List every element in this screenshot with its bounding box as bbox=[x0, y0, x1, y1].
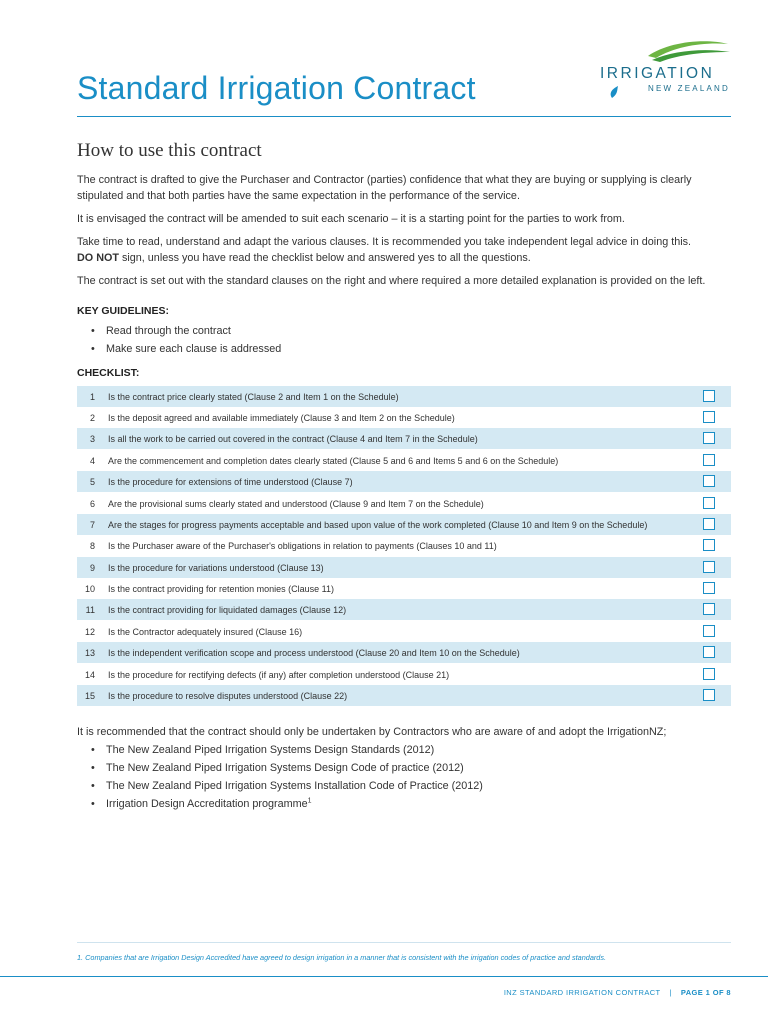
footer-separator: | bbox=[669, 988, 672, 997]
section-subtitle: How to use this contract bbox=[77, 140, 262, 161]
list-item: • Read through the contract bbox=[77, 322, 281, 340]
standards-list bbox=[77, 741, 483, 813]
list-item: • The New Zealand Piped Irrigation Systems Installation Code of Practice (2012) bbox=[77, 777, 483, 795]
checklist-row-11 bbox=[77, 599, 731, 620]
checklist-question: Is the contract providing for liquidated damages (Clause 12) bbox=[108, 604, 347, 615]
checklist-row-10 bbox=[77, 578, 731, 599]
list-item bbox=[77, 795, 483, 813]
checklist-number: 7 bbox=[89, 519, 95, 530]
list-item-text: Irrigation Design Accreditation programme bbox=[106, 798, 308, 810]
footnote-reference[interactable]: 1 bbox=[307, 797, 312, 805]
sign-warning-text: sign, unless you have read the checklist below and answered yes to all the questions. bbox=[119, 252, 531, 264]
checklist-number: 2 bbox=[89, 412, 95, 423]
footnote: 1. Companies that are Irrigation Design Accredited have agreed to design irrigation in a manner that is consistent with the irrigation codes of practice and standards. bbox=[77, 953, 607, 962]
checklist-row-7 bbox=[77, 514, 731, 535]
header-divider bbox=[77, 116, 731, 117]
checklist-checkbox[interactable] bbox=[703, 689, 715, 701]
checklist-checkbox[interactable] bbox=[703, 603, 715, 615]
checklist-number: 14 bbox=[84, 669, 95, 680]
checklist-checkbox[interactable] bbox=[703, 454, 715, 466]
intro-paragraph-4: The contract is set out with the standard clauses on the right and where required a more detailed explanation is provided on the left. bbox=[77, 275, 706, 287]
checklist-question: Is the contract price clearly stated (Clause 2 and Item 1 on the Schedule) bbox=[108, 391, 399, 402]
list-item: • The New Zealand Piped Irrigation Systems Design Code of practice (2012) bbox=[77, 759, 483, 777]
checklist-number: 6 bbox=[89, 498, 95, 509]
checklist-question: Is all the work to be carried out covered in the contract (Clause 4 and Item 7 in the Schedule) bbox=[108, 433, 478, 444]
checklist-checkbox[interactable] bbox=[703, 390, 715, 402]
checklist-number: 4 bbox=[89, 455, 95, 466]
checklist-checkbox[interactable] bbox=[703, 432, 715, 444]
checklist-number: 13 bbox=[84, 647, 95, 658]
checklist-question: Is the Contractor adequately insured (Clause 16) bbox=[108, 626, 303, 637]
checklist-question: Is the procedure to resolve disputes understood (Clause 22) bbox=[108, 690, 348, 701]
checklist-row-2 bbox=[77, 407, 731, 428]
footer-divider bbox=[0, 976, 768, 977]
page-title: Standard Irrigation Contract bbox=[77, 70, 476, 106]
checklist-row-13 bbox=[77, 642, 731, 663]
checklist-number: 5 bbox=[89, 476, 95, 487]
checklist-row-3 bbox=[77, 428, 731, 449]
checklist-row-1 bbox=[77, 386, 731, 407]
checklist-row-8 bbox=[77, 535, 731, 556]
checklist-row-9 bbox=[77, 557, 731, 578]
checklist-checkbox[interactable] bbox=[703, 646, 715, 658]
checklist-question: Are the commencement and completion dates clearly stated (Clause 5 and 6 and Items 5 and 6 on the Schedule) bbox=[108, 455, 559, 466]
checklist-row-15 bbox=[77, 685, 731, 706]
checklist-checkbox[interactable] bbox=[703, 539, 715, 551]
logo-wordmark: IRRIGATION bbox=[600, 65, 715, 82]
key-guidelines-list bbox=[77, 322, 281, 358]
list-item: • Make sure each clause is addressed bbox=[77, 340, 281, 358]
checklist-checkbox[interactable] bbox=[703, 497, 715, 509]
checklist-number: 3 bbox=[89, 433, 95, 444]
footnote-divider bbox=[77, 942, 731, 943]
recommendation-paragraph: It is recommended that the contract should only be undertaken by Contractors who are aware of and adopt the IrrigationNZ; bbox=[77, 726, 667, 738]
list-item: • The New Zealand Piped Irrigation Systems Design Standards (2012) bbox=[77, 741, 483, 759]
checklist-row-4 bbox=[77, 450, 731, 471]
checklist-number: 8 bbox=[89, 540, 95, 551]
checklist-question: Is the deposit agreed and available immediately (Clause 3 and Item 2 on the Schedule) bbox=[108, 412, 455, 423]
checklist-question: Is the procedure for variations understood (Clause 13) bbox=[108, 562, 324, 573]
intro-paragraph-2: It is envisaged the contract will be amended to suit each scenario – it is a starting point for the parties to work from. bbox=[77, 213, 625, 225]
checklist-question: Is the Purchaser aware of the Purchaser's obligations in relation to payments (Clauses 10 and 11) bbox=[108, 540, 497, 551]
footer-document-label: INZ STANDARD IRRIGATION CONTRACT bbox=[503, 988, 661, 997]
checklist-checkbox[interactable] bbox=[703, 411, 715, 423]
checklist-question: Is the independent verification scope and process understood (Clause 20 and Item 10 on the Schedule) bbox=[108, 647, 520, 658]
page-number: PAGE 1 OF 8 bbox=[680, 988, 731, 997]
checklist-number: 12 bbox=[84, 626, 95, 637]
checklist-checkbox[interactable] bbox=[703, 668, 715, 680]
checklist-number: 11 bbox=[85, 604, 95, 615]
checklist-question: Are the stages for progress payments acceptable and based upon value of the work completed (Clause 10 and Item 9 on the Schedule) bbox=[108, 519, 648, 530]
checklist-row-5 bbox=[77, 471, 731, 492]
checklist-row-12 bbox=[77, 621, 731, 642]
do-not-emphasis: DO NOT bbox=[77, 252, 119, 264]
intro-paragraph-1: The contract is drafted to give the Purchaser and Contractor (parties) confidence that what they are buying or supplying is clearly stipulated and that both parties have the same expectation in the performance of the service. bbox=[77, 174, 692, 202]
checklist-question: Is the procedure for extensions of time understood (Clause 7) bbox=[108, 476, 353, 487]
checklist-number: 15 bbox=[84, 690, 95, 701]
checklist-row-14 bbox=[77, 664, 731, 685]
intro-paragraph-3 bbox=[77, 234, 731, 266]
checklist-question: Is the procedure for rectifying defects (if any) after completion understood (Clause 21) bbox=[108, 669, 450, 680]
checklist-table bbox=[77, 386, 731, 706]
checklist-question: Is the contract providing for retention monies (Clause 11) bbox=[108, 583, 334, 594]
checklist-checkbox[interactable] bbox=[703, 518, 715, 530]
checklist-checkbox[interactable] bbox=[703, 561, 715, 573]
checklist-question: Are the provisional sums clearly stated and understood (Clause 9 and Item 7 on the Schedule) bbox=[108, 498, 484, 509]
checklist-checkbox[interactable] bbox=[703, 625, 715, 637]
checklist-number: 9 bbox=[89, 562, 95, 573]
irrigation-nz-logo bbox=[596, 36, 736, 108]
checklist-checkbox[interactable] bbox=[703, 582, 715, 594]
checklist-number: 10 bbox=[84, 583, 95, 594]
checklist-number: 1 bbox=[89, 391, 95, 402]
logo-subtitle: NEW ZEALAND bbox=[648, 84, 730, 93]
checklist-heading: CHECKLIST: bbox=[77, 367, 140, 379]
checklist-row-6 bbox=[77, 493, 731, 514]
key-guidelines-heading: KEY GUIDELINES: bbox=[77, 305, 169, 317]
page-footer bbox=[504, 988, 731, 997]
checklist-checkbox[interactable] bbox=[703, 475, 715, 487]
legal-advice-sentence: Take time to read, understand and adapt the various clauses. It is recommended you take independent legal advice in doing this. bbox=[77, 236, 692, 248]
